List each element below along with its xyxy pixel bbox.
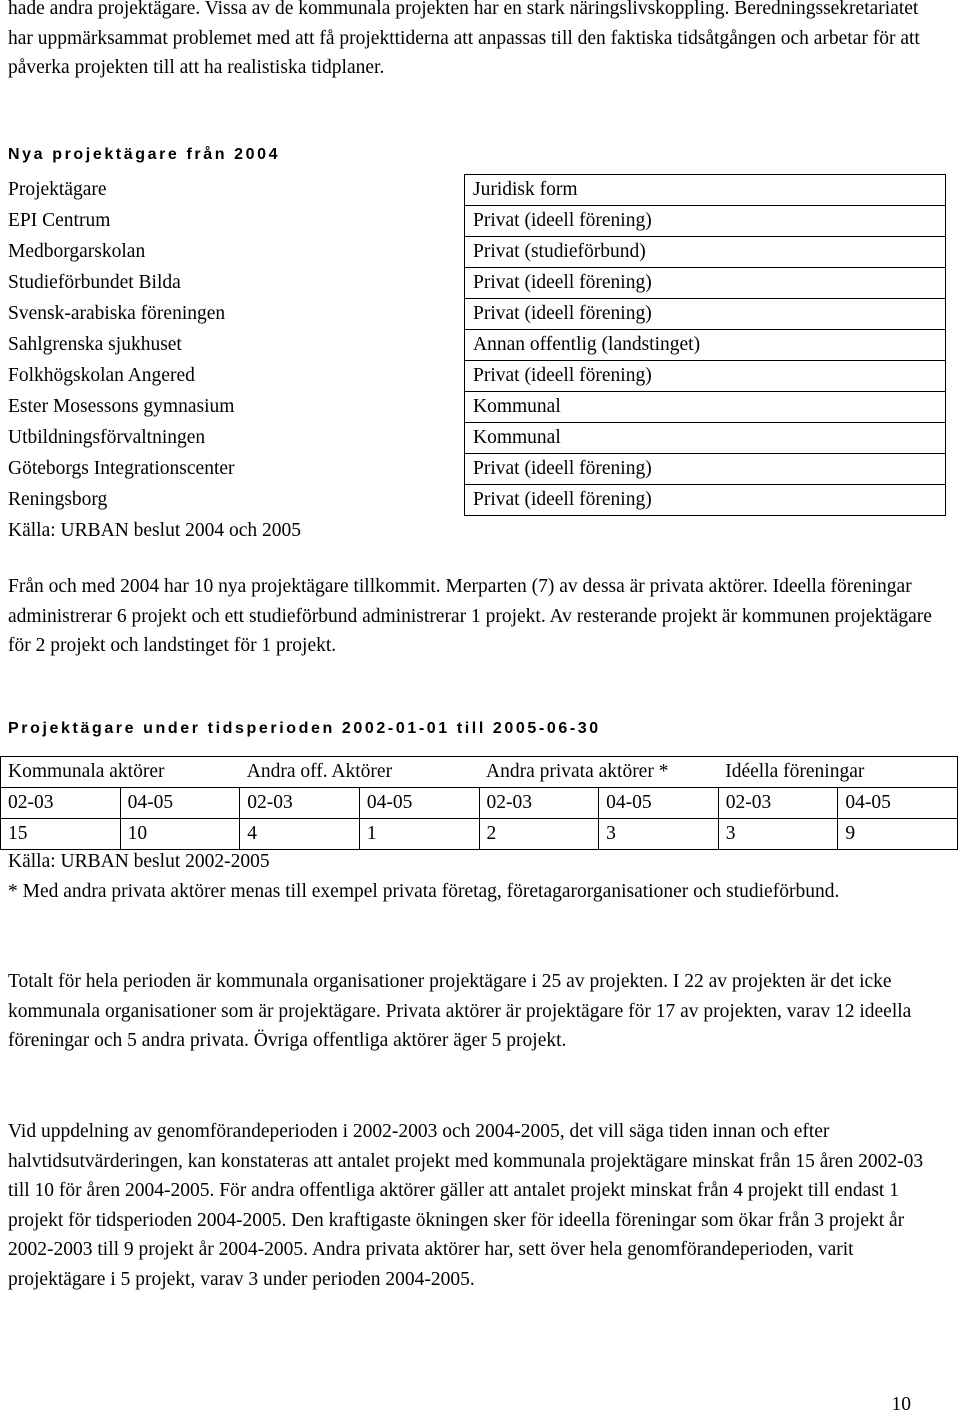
period-owners-table xyxy=(0,756,958,850)
legal-form: Privat (ideell förening) xyxy=(465,299,946,330)
new-owners-heading: Nya projektägare från 2004 xyxy=(8,146,281,163)
period-table-footnote: * Med andra privata aktörer menas till exempel privata företag, företagarorganisationer och studieförbund. xyxy=(8,881,840,902)
table-row xyxy=(7,423,946,454)
category-other-public: Andra off. Aktörer xyxy=(240,757,479,788)
table-row xyxy=(7,454,946,485)
value-cell: 4 xyxy=(240,819,360,850)
owner-name: Ester Mosessons gymnasium xyxy=(8,396,235,417)
period-row xyxy=(1,788,958,819)
legal-form: Privat (ideell förening) xyxy=(465,485,946,516)
owner-name: Sahlgrenska sjukhuset xyxy=(8,334,182,355)
new-owners-table xyxy=(7,174,946,546)
total-paragraph: Totalt för hela perioden är kommunala organisationer projektägare i 25 av projekten. I 22 av projekten är det icke kommunala organisationer som är projektägare. Privata aktörer är projektägare för 17 av projekten, varav 12 ideella föreningar och 5 andra privata. Övriga offentliga aktörer äger 5 projekt. xyxy=(8,971,912,1052)
table-row xyxy=(7,268,946,299)
table-row xyxy=(7,237,946,268)
category-other-private: Andra privata aktörer * xyxy=(479,757,718,788)
category-municipal: Kommunala aktörer xyxy=(1,757,240,788)
value-cell: 10 xyxy=(120,819,240,850)
table-header-row xyxy=(7,175,946,206)
period-cell: 02-03 xyxy=(1,788,121,819)
owner-name: Reningsborg xyxy=(8,489,108,510)
legal-form: Privat (ideell förening) xyxy=(465,268,946,299)
value-cell: 9 xyxy=(838,819,958,850)
category-nonprofit: Idéella föreningar xyxy=(718,757,957,788)
owner-name: EPI Centrum xyxy=(8,210,111,231)
page-number: 10 xyxy=(891,1394,911,1415)
header-owner: Projektägare xyxy=(8,179,107,200)
period-cell: 04-05 xyxy=(599,788,719,819)
table-source: Källa: URBAN beslut 2004 och 2005 xyxy=(8,519,302,541)
table-row xyxy=(7,392,946,423)
legal-form: Privat (ideell förening) xyxy=(465,454,946,485)
value-cell: 1 xyxy=(359,819,479,850)
period-cell: 02-03 xyxy=(718,788,838,819)
period-cell: 04-05 xyxy=(838,788,958,819)
period-cell: 04-05 xyxy=(359,788,479,819)
period-table-source: Källa: URBAN beslut 2002-2005 xyxy=(8,851,270,872)
legal-form: Kommunal xyxy=(465,423,946,454)
period-owners-heading: Projektägare under tidsperioden 2002-01-01 till 2005-06-30 xyxy=(8,720,601,737)
owner-name: Svensk-arabiska föreningen xyxy=(8,303,226,324)
intro-paragraph: hade andra projektägare. Vissa av de kommunala projekten har en stark näringslivskoppling. Beredningssekretariatet har uppmärksammat problemet med att få projekttiderna att anpassas till den faktiska tidsåtgången och arbetar för att påverka projekten till att ha realistiska tidplaner. xyxy=(8,0,920,79)
owner-name: Utbildningsförvaltningen xyxy=(8,427,206,448)
table-row xyxy=(7,330,946,361)
period-cell: 02-03 xyxy=(479,788,599,819)
owner-name: Göteborgs Integrationscenter xyxy=(8,458,235,479)
table-row xyxy=(7,485,946,516)
owner-name: Folkhögskolan Angered xyxy=(8,365,195,386)
owner-name: Studieförbundet Bilda xyxy=(8,272,181,293)
value-cell: 2 xyxy=(479,819,599,850)
value-cell: 3 xyxy=(599,819,719,850)
period-cell: 04-05 xyxy=(120,788,240,819)
legal-form: Privat (ideell förening) xyxy=(465,361,946,392)
value-cell: 3 xyxy=(718,819,838,850)
period-cell: 02-03 xyxy=(240,788,360,819)
table-row xyxy=(7,361,946,392)
category-row xyxy=(1,757,958,788)
legal-form: Annan offentlig (landstinget) xyxy=(465,330,946,361)
legal-form: Privat (studieförbund) xyxy=(465,237,946,268)
split-paragraph: Vid uppdelning av genomförandeperioden i 2002-2003 och 2004-2005, det vill säga tiden innan och efter halvtidsutvärderingen, kan konstateras att antalet projekt med kommunala projektägare minskat från 15 åren 2002-03 till 10 för åren 2004-2005. För andra offentliga aktörer gäller att antalet projekt minskat från 4 projekt till endast 1 projekt för tidsperioden 2004-2005. Den kraftigaste ökningen sker för ideella föreningar som ökar från 3 projekt år 2002-2003 till 9 projekt år 2004-2005. Andra privata aktörer har, sett över hela genomförandeperioden, varit projektägare i 5 projekt, varav 3 under perioden 2004-2005. xyxy=(8,1121,924,1290)
table-row xyxy=(7,299,946,330)
new-owners-summary: Från och med 2004 har 10 nya projektägare tillkommit. Merparten (7) av dessa är privata aktörer. Ideella föreningar administrerar 6 projekt och ett studieförbund administrerar 1 projekt. Av resterande projekt är kommunen projektägare för 2 projekt och landstinget för 1 projekt. xyxy=(8,576,932,657)
legal-form: Privat (ideell förening) xyxy=(465,206,946,237)
legal-form: Kommunal xyxy=(465,392,946,423)
owner-name: Medborgarskolan xyxy=(8,241,146,262)
table-source-row xyxy=(7,516,946,547)
empty-cell xyxy=(465,516,946,547)
header-legal-form: Juridisk form xyxy=(465,175,946,206)
value-cell: 15 xyxy=(1,819,121,850)
table-row xyxy=(7,206,946,237)
value-row xyxy=(1,819,958,850)
